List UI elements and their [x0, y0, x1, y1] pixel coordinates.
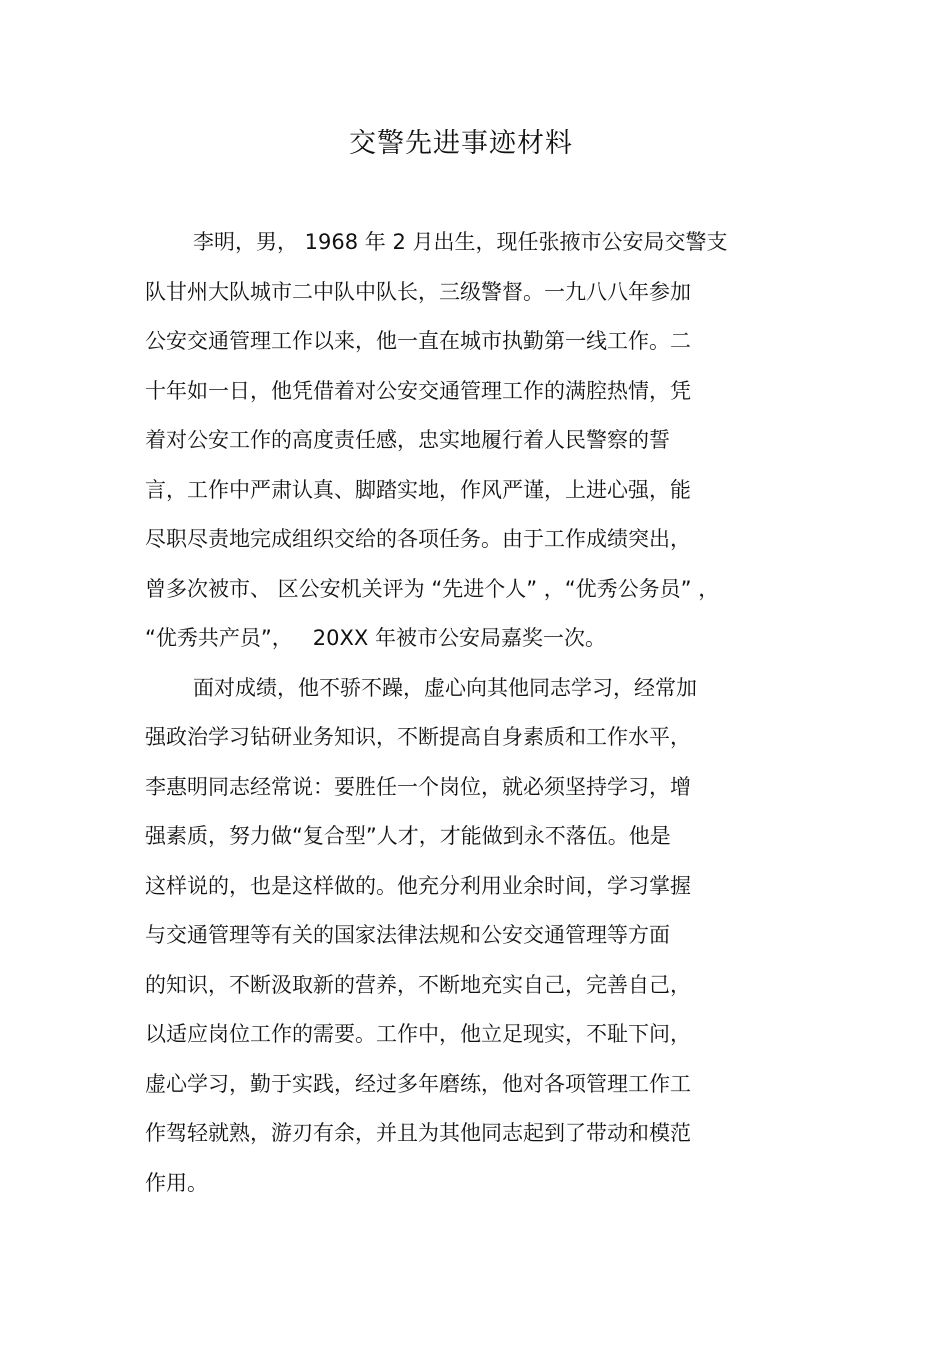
- paragraph-1-line: “优秀共产员”， 20XX 年被市公安局嘉奖一次。: [145, 626, 606, 650]
- paragraph-2-line: 作用。: [145, 1170, 208, 1195]
- paragraph-1-line: 着对公安工作的高度责任感，忠实地履行着人民警察的誓: [145, 428, 670, 452]
- document-body: [145, 224, 825, 1214]
- paragraph-1-line: 尽职尽责地完成组织交给的各项任务。由于工作成绩突出，: [145, 527, 691, 551]
- paragraph-1-line: 十年如一日，他凭借着对公安交通管理工作的满腔热情，凭: [145, 378, 691, 403]
- paragraph-2-line: 面对成绩，他不骄不躁，虚心向其他同志学习，经常加: [193, 675, 697, 700]
- paragraph-1-line: 曾多次被市、 区公安机关评为 “先进个人” ，“优秀公务员” ，: [145, 576, 720, 601]
- paragraph-1-line: 言，工作中严肃认真、脚踏实地，作风严谨，上进心强，能: [145, 477, 691, 502]
- paragraph-2-line: 李惠明同志经常说：要胜任一个岗位，就必须坚持学习，增: [145, 774, 691, 799]
- paragraph-2-line: 与交通管理等有关的国家法律法规和公安交通管理等方面: [145, 923, 670, 947]
- document-title: 交警先进事迹材料: [349, 128, 573, 159]
- paragraph-2-line: 强素质，努力做“复合型”人才，才能做到永不落伍。他是: [145, 824, 671, 848]
- paragraph-2-line: 这样说的，也是这样做的。他充分利用业余时间，学习掌握: [145, 873, 691, 898]
- paragraph-2-line: 以适应岗位工作的需要。工作中，他立足现实，不耻下问，: [145, 1022, 691, 1046]
- paragraph-1-line: 公安交通管理工作以来，他一直在城市执勤第一线工作。二: [145, 329, 691, 353]
- paragraph-2-line: 强政治学习钻研业务知识，不断提高自身素质和工作水平，: [145, 725, 691, 749]
- paragraph-2-line: 虚心学习，勤于实践，经过多年磨练，他对各项管理工作工: [145, 1071, 691, 1096]
- paragraph-1-line: 队甘州大队城市二中队中队长，三级警督。一九八八年参加: [145, 279, 691, 304]
- paragraph-1-line: 李明，男， 1968 年 2 月出生，现任张掖市公安局交警支: [193, 230, 728, 254]
- paragraph-2-line: 作驾轻就熟，游刃有余，并且为其他同志起到了带动和模范: [145, 1121, 691, 1145]
- paragraph-2-line: 的知识，不断汲取新的营养，不断地充实自己，完善自己，: [145, 972, 691, 997]
